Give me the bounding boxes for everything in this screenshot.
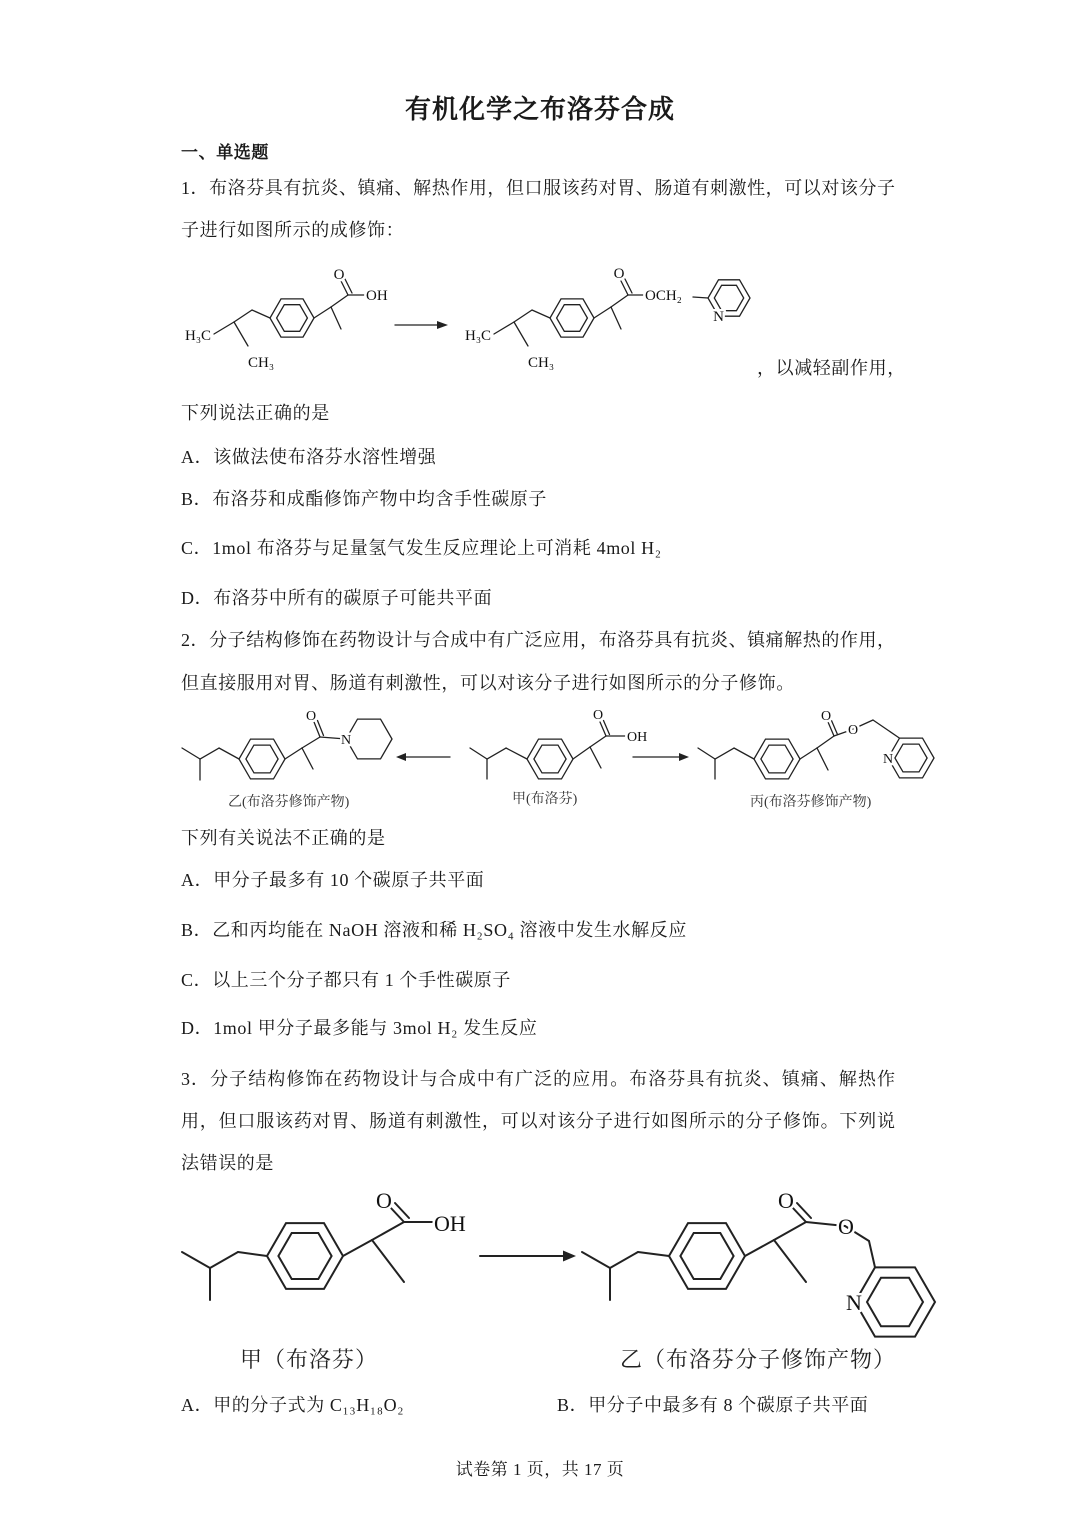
reaction-arrow <box>395 321 448 329</box>
ring-inner-bonds <box>895 744 927 772</box>
q2-caption-yi: 乙(布洛芬修饰产物) <box>228 795 350 810</box>
q3-option-a: A．甲的分子式为 C₁₃H₁₈O₂ <box>181 1395 405 1415</box>
bond <box>302 737 320 748</box>
ibuprofen-structure <box>470 721 625 780</box>
q1-option-b: B．布洛芬和成酯修饰产物中均含手性碳原子 <box>181 489 548 509</box>
atom-label-ester-och2: OCH₂ <box>645 288 682 304</box>
bond <box>638 1252 669 1256</box>
ring-inner-bonds <box>714 285 743 310</box>
ring-inner-bonds <box>867 1278 923 1326</box>
q3-caption-jia: 甲（布洛芬） <box>240 1347 379 1372</box>
bond <box>745 1240 774 1256</box>
q2-stem-line-2: 但直接服用对胃、肠道有刺激性，可以对该分子进行如图所示的分子修饰。 <box>181 673 795 693</box>
ester-product-structure <box>698 720 934 779</box>
atom-label-hydroxyl: OH <box>366 288 388 304</box>
bond <box>514 322 528 346</box>
bond <box>219 748 239 759</box>
reaction-arrow-left <box>396 753 450 761</box>
atom-label-methyl: CH₃ <box>528 355 555 371</box>
bond <box>590 747 601 768</box>
q3-stem-line-2: 用，但口服该药对胃、肠道有刺激性，可以对该分子进行如图所示的分子修饰。下列说 <box>181 1111 895 1131</box>
bond <box>817 748 828 770</box>
page-title: 有机化学之布洛芬合成 <box>404 95 675 124</box>
bond <box>182 748 200 759</box>
bond <box>590 736 606 747</box>
bond <box>470 748 487 759</box>
bond <box>372 1240 404 1282</box>
bond <box>238 1252 267 1256</box>
bond <box>873 720 900 738</box>
arrow-head <box>437 321 448 329</box>
q2-option-a: A．甲分子最多有 10 个碳原子共平面 <box>181 870 485 890</box>
bond <box>285 748 302 759</box>
ring-inner-bonds <box>680 1233 733 1279</box>
q2-option-d: D．1mol 甲分子最多能与 3mol H₂ 发生反应 <box>181 1018 538 1038</box>
atom-label-pyridine-nitrogen: N <box>713 309 724 325</box>
bond <box>494 322 514 334</box>
ibuprofen-structure <box>182 1203 434 1300</box>
atom-label-methyl: CH₃ <box>248 355 275 371</box>
q1-stem-line-1: 1．布洛芬具有抗炎、镇痛、解热作用，但口服该药对胃、肠道有刺激性，可以对该分子 <box>181 178 895 198</box>
bond <box>610 1252 638 1268</box>
bond <box>331 307 341 329</box>
q3-option-b: B．甲分子中最多有 8 个碳原子共平面 <box>557 1395 869 1415</box>
q1-stem-line-2: 子进行如图所示的成修饰： <box>181 220 405 240</box>
bond <box>506 748 527 759</box>
reaction-arrow <box>480 1251 576 1262</box>
bond <box>817 736 834 748</box>
bond <box>611 307 621 329</box>
atom-label-pyridine-nitrogen: N <box>882 752 894 767</box>
bond <box>487 748 506 759</box>
bond <box>698 748 715 759</box>
ring-inner-bonds <box>278 1233 331 1279</box>
atom-label-carbonyl-oxygen: O <box>613 266 625 282</box>
q1-option-a: A．该做法使布洛芬水溶性增强 <box>181 447 437 467</box>
section-heading: 一、单选题 <box>181 143 269 162</box>
reaction-arrow-right <box>633 753 689 761</box>
atom-label-ester-oxygen: O <box>838 1214 854 1239</box>
bond <box>252 310 270 318</box>
atom-label-carbonyl-oxygen: O <box>820 709 832 724</box>
atom-label-carbonyl-oxygen: O <box>376 1188 392 1213</box>
q3-stem-line-1: 3．分子结构修饰在药物设计与合成中有广泛的应用。布洛芬具有抗炎、镇痛、解热作 <box>181 1069 895 1089</box>
atom-label-carbonyl-oxygen: O <box>333 267 345 283</box>
bond <box>210 1252 238 1268</box>
bond <box>234 310 252 322</box>
ring-inner-bonds <box>277 305 308 332</box>
q2-stem-line-1: 2．分子结构修饰在药物设计与合成中有广泛应用，布洛芬具有抗炎、镇痛解热的作用， <box>181 630 895 650</box>
q1-prompt: 下列说法正确的是 <box>181 403 330 423</box>
ring-inner-bonds <box>534 745 566 773</box>
q1-after-figure-text: ，以减轻副作用， <box>757 358 906 378</box>
atom-label-methyl: H₃C <box>185 328 212 344</box>
ibuprofen-structure <box>214 279 365 346</box>
q2-caption-jia: 甲(布洛芬) <box>512 792 578 807</box>
atom-label-carbonyl-oxygen: O <box>778 1188 794 1213</box>
page-footer: 试卷第 1 页，共 17 页 <box>455 1460 625 1479</box>
arrow-head <box>679 753 689 761</box>
bond <box>200 748 219 759</box>
ester-product-structure <box>582 1203 935 1337</box>
q3-caption-yi: 乙（布洛芬分子修饰产物） <box>620 1347 897 1372</box>
q3-reaction-figure <box>0 1185 1080 1345</box>
bond <box>715 748 734 759</box>
bond <box>774 1240 806 1282</box>
bond <box>800 748 817 759</box>
q1-option-c: C．1mol 布洛芬与足量氢气发生反应理论上可消耗 4mol H₂ <box>181 538 662 558</box>
q1-option-d: D．布洛芬中所有的碳原子可能共平面 <box>181 588 493 608</box>
amide-product-structure <box>182 719 392 780</box>
bond <box>182 1252 210 1268</box>
q1-reaction-figure <box>0 258 1080 378</box>
bond <box>514 310 532 322</box>
bond <box>573 747 590 759</box>
q2-prompt: 下列有关说法不正确的是 <box>181 828 386 848</box>
atom-label-hydroxyl: OH <box>627 730 648 745</box>
bond <box>372 1222 404 1240</box>
piperidine-ring <box>346 719 392 759</box>
q2-option-b: B．乙和丙均能在 NaOH 溶液和稀 H₂SO₄ 溶液中发生水解反应 <box>181 920 687 940</box>
q2-option-c: C．以上三个分子都只有 1 个手性碳原子 <box>181 970 512 990</box>
arrow-head <box>563 1251 576 1262</box>
bond <box>734 748 754 759</box>
bond <box>582 1252 610 1268</box>
bond <box>343 1240 372 1256</box>
q3-stem-line-3: 法错误的是 <box>181 1153 274 1173</box>
bond <box>693 297 708 298</box>
bond <box>869 1241 875 1267</box>
atom-label-piperidine-nitrogen: N <box>340 733 352 748</box>
bond <box>314 307 331 318</box>
q2-caption-bing: 丙(布洛芬修饰产物) <box>750 795 872 810</box>
ring-inner-bonds <box>557 305 588 332</box>
atom-label-methyl: H₃C <box>465 328 492 344</box>
bond <box>302 748 313 769</box>
ring-inner-bonds <box>761 745 793 773</box>
atom-label-pyridine-nitrogen: N <box>846 1290 862 1315</box>
bond <box>532 310 550 318</box>
arrow-head <box>396 753 406 761</box>
bond <box>611 295 628 307</box>
ester-product-structure <box>494 279 750 346</box>
q2-reaction-figure <box>0 700 1080 792</box>
bond <box>331 295 348 307</box>
bond <box>774 1222 806 1240</box>
ring-inner-bonds <box>246 745 278 773</box>
atom-label-ester-oxygen: O <box>847 723 859 738</box>
bond <box>234 322 248 346</box>
atom-label-carbonyl-oxygen: O <box>305 709 317 724</box>
bond <box>594 307 611 318</box>
bond <box>214 322 234 334</box>
atom-label-hydroxyl: OH <box>434 1211 466 1236</box>
atom-label-carbonyl-oxygen: O <box>592 708 604 723</box>
